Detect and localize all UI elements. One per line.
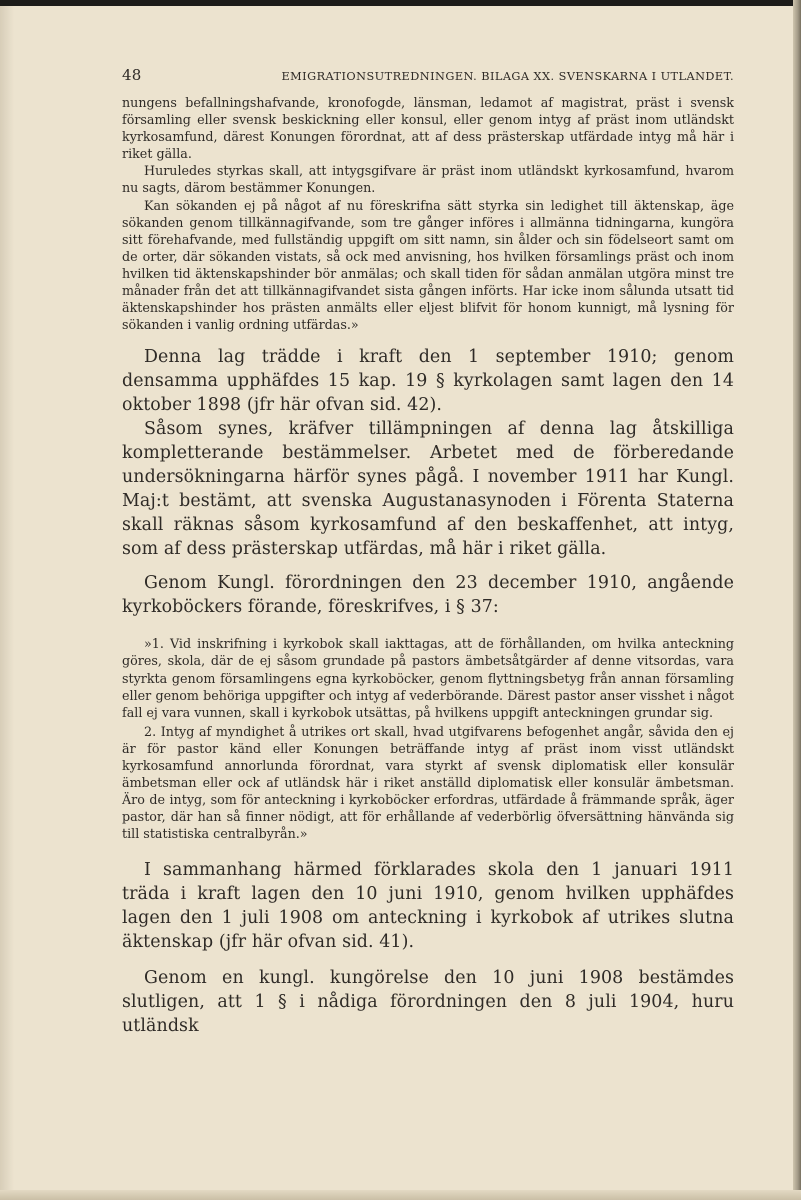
- page-shadow: [0, 0, 14, 1200]
- body-paragraph-3: Genom Kungl. förordningen den 23 december 1910, angående kyrkoböckers förande, föreskrifves, i § 37:: [122, 573, 734, 618]
- body-paragraph-4: I sammanhang härmed förklarades skola den 1 januari 1911 träda i kraft lagen den 10 juni 1910, genom hvilken upphäfdes lagen den 1 juli 1908 om anteckning i kyrkobok af utrikes slutna äktenskap (jfr här ofvan sid. 41).: [122, 860, 734, 953]
- ordinance-item-1: »1. Vid inskrifning i kyrkobok skall iakttagas, att de förhållanden, om hvilka anteckning göres, skola, där de ej såsom grundade på pastors ämbetsåtgärder af denne vitsordas, vara styrkta genom församlingens egna kyrkoböcker, genom flyttningsbetyg från annan församling eller genom behöriga uppgifter och intyg af vederbörande. Därest pastor anser visshet i något fall ej vara vunnen, skall i kyrkobok utsättas, på hvilkens uppgift anteckningen grundar sig.: [122, 636, 734, 720]
- page-content: [122, 66, 734, 1038]
- quote-paragraph-2: Huruledes styrkas skall, att intygsgifvare är präst inom utländskt kyrkosamfund, hvarom nu sagts, därom bestämmer Konungen.: [122, 163, 734, 196]
- body-section-2: [122, 858, 734, 1038]
- body-paragraph-5: Genom en kungl. kungörelse den 10 juni 1908 bestämdes slutligen, att 1 § i nådiga förordningen den 8 juli 1904, huru utländsk: [122, 968, 734, 1037]
- page-edge-right: [793, 0, 801, 1200]
- ordinance-item-2: 2. Intyg af myndighet å utrikes ort skall, hvad utgifvarens befogenhet angår, såvida den ej är för pastor känd eller Konungen beträffande intyg af präst inom visst utländskt kyrkosamfund annorlunda förordnat, vara styrkt af svensk diplomatisk eller konsulär ämbetsman eller ock af utländsk här i riket anställd diplomatisk eller konsulär ämbetsman. Äro de intyg, som för anteckning i kyrkoböcker erfordras, utfärdade å främmande språk, äger pastor, där han så finner nödigt, att för erhållande af vederbörlig öfversättning hänvända sig till statistiska centralbyrån.»: [122, 723, 734, 842]
- body-paragraph-1: Denna lag trädde i kraft den 1 september 1910; genom densamma upphäfdes 15 kap. 19 § kyrkolagen samt lagen den 14 oktober 1898 (jfr här ofvan sid. 42).: [122, 347, 734, 416]
- body-paragraph-2: Såsom synes, kräfver tillämpningen af denna lag åtskilliga kompletterande bestämmelser. Arbetet med de förberedande undersökningarna härför synes pågå. I november 1911 har Kungl. Maj:t bestämt, att svenska Augustanasynoden i Förenta Staterna skall räknas såsom kyrkosamfund af den beskaffenhet, att intyg, som af dess prästerskap utfärdas, må här i riket gälla.: [122, 419, 734, 560]
- running-head: [122, 66, 734, 84]
- page-edge-bottom: [0, 1190, 801, 1200]
- running-title: EMIGRATIONSUTREDNINGEN. BILAGA XX. SVENSKARNA I UTLANDET.: [281, 70, 734, 83]
- quote-paragraph-3: Kan sökanden ej på något af nu föreskrifna sätt styrka sin ledighet till äktenskap, äge sökanden genom tillkännagifvande, som tre gånger införes i allmänna tidningarna, kungöra sitt förehafvande, med fullständig uppgift om sitt namn, sin ålder och sin födelseort samt om de orter, där sökanden vistats, så ock med anvisning, hos hvilken församlings präst och inom hvilken tid äktenskapshinder bör anmälas; och skall tiden för sådan anmälan utgöra minst tre månader från det att tillkännagifvandet sista gången införts. Har icke inom sålunda utsatt tid äktenskapshinder hos prästen anmälts eller eljest blifvit för honom kunnigt, må lysning för sökanden i vanlig ordning utfärdas.»: [122, 197, 734, 333]
- quoted-law-text: [122, 94, 734, 333]
- quoted-ordinance-text: [122, 635, 734, 842]
- page-edge-top: [0, 0, 801, 6]
- quote-paragraph-1: nungens befallningshafvande, kronofogde, länsman, ledamot af magistrat, präst i svensk församling eller svensk beskickning eller konsul, eller genom intyg af präst inom utländskt kyrkosamfund, därest Konungen förordnat, att af dess prästerskap utfärdade intyg må här i riket gälla.: [122, 95, 734, 162]
- body-section-1: [122, 345, 734, 619]
- page-number: 48: [122, 66, 142, 84]
